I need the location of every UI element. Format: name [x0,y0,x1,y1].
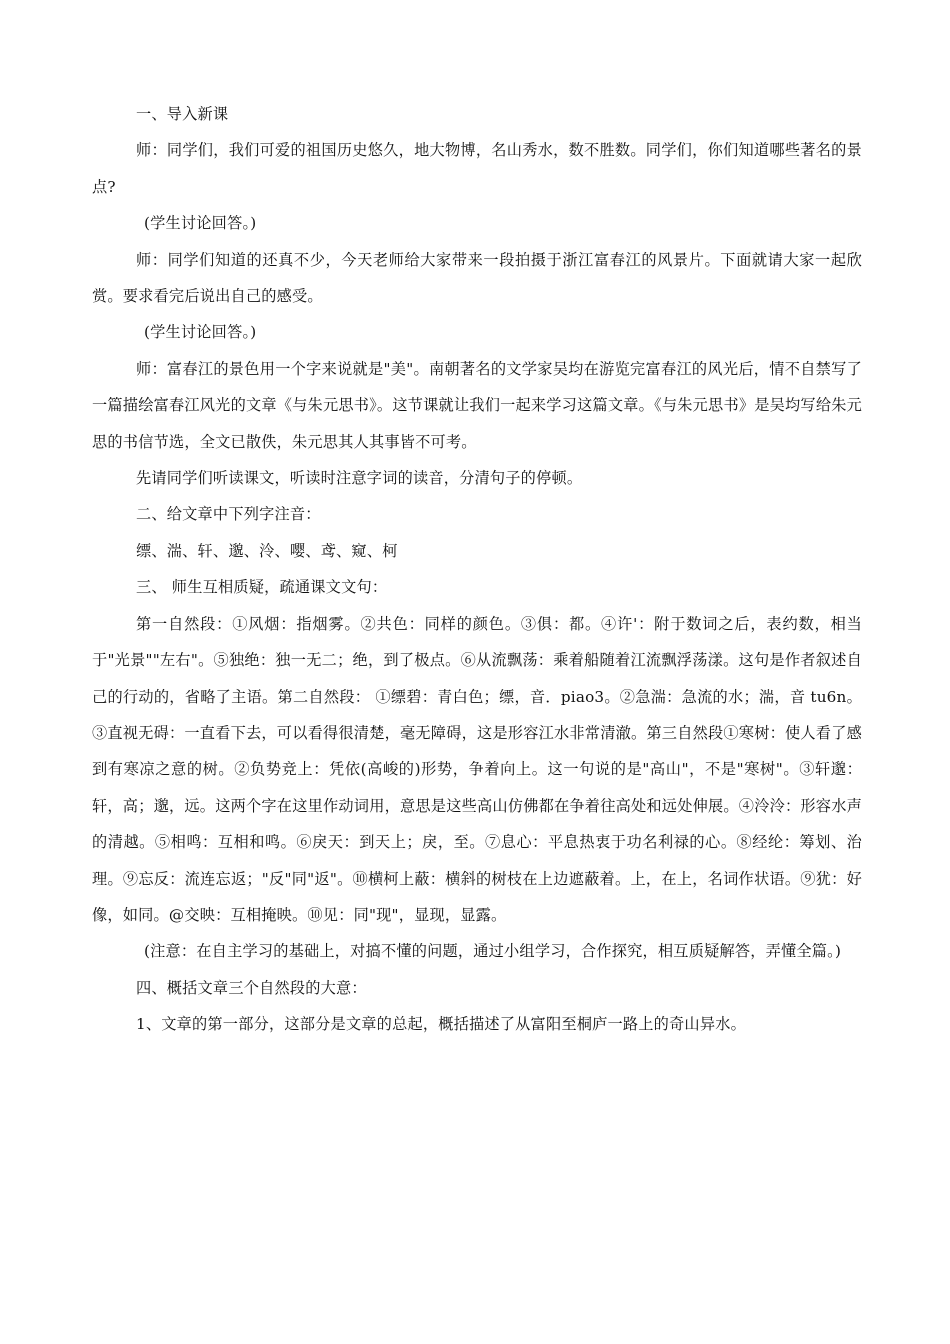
document-body [92,96,862,1043]
section-heading-summary: 四、概括文章三个自然段的大意： [136,978,367,997]
teacher-paragraph-1: 师：同学们，我们可爱的祖国历史悠久，地大物博，名山秀水，数不胜数。同学们，你们知道哪些著名的景点? [92,141,862,196]
study-note: (注意：在自主学习的基础上，对搞不懂的问题，通过小组学习，合作探究，相互质疑解答，弄懂全篇。) [144,942,842,961]
teacher-paragraph-3: 师：富春江的景色用一个字来说就是"美"。南朝著名的文学家吴均在游览完富春江的风光后，情不自禁写了一篇描绘富春江风光的文章《与朱元思书》。这节课就让我们一起来学习这篇文章。《与朱元思书》是吴均写给朱元思的书信节选，全文已散佚，朱元思其人其事皆不可考。 [92,359,862,451]
student-note-2: (学生讨论回答。) [144,323,257,342]
section-heading-questions: 三、 师生互相质疑，疏通课文文句： [136,578,388,597]
vocabulary-explanations: 第一自然段：①风烟：指烟雾。②共色：同样的颜色。③俱：都。④许'：附于数词之后，表约数，相当于"光景""左右"。⑤独绝：独一无二；绝，到了极点。⑥从流飘荡：乘着船随着江流飘浮荡漾。这句是作者叙述自己的行动的，省略了主语。第二自然段： ①缥碧：青白色；缥，音．piao3。②急湍：急流的水；湍，音 tu6n。③直视无碍：一直看下去，可以看得很清楚，毫无障碍，这是形容江水非常清澈。第三自然段①寒树：使人看了感到有寒凉之意的树。②负势竞上：凭依(高峻的)形势，争着向上。这一句说的是"高山"，不是"寒树"。③轩邈：轩，高；邈，远。这两个字在这里作动词用，意思是这些高山仿佛都在争着往高处和远处伸展。④泠泠：形容水声的清越。⑤相鸣：互相和鸣。⑥戾天：到天上；戾，至。⑦息心：平息热衷于功名利禄的心。⑧经纶：筹划、治理。⑨忘反：流连忘返；"反"同"返"。⑩横柯上蔽：横斜的树枝在上边遮蔽着。上，在上，名词作状语。⑨犹：好像，如同。@交映：互相掩映。⑩见：同"现"，显现，显露。 [92,614,862,924]
section-heading-intro: 一、导入新课 [136,105,229,123]
listening-instruction: 先请同学们听读课文，听读时注意字词的读音，分清句子的停顿。 [136,469,583,488]
section-heading-pronunciation: 二、给文章中下列字注音： [136,505,321,524]
student-note-1: (学生讨论回答。) [144,214,257,233]
summary-point-1: 1、文章的第一部分，这部分是文章的总起，概括描述了从富阳至桐庐一路上的奇山异水。 [136,1015,746,1034]
pronunciation-characters: 缥、湍、轩、邈、泠、嘤、鸢、窥、柯 [136,541,398,560]
teacher-paragraph-2: 师：同学们知道的还真不少，今天老师给大家带来一段拍摄于浙江富春江的风景片。下面就请大家一起欣赏。要求看完后说出自己的感受。 [92,250,862,306]
